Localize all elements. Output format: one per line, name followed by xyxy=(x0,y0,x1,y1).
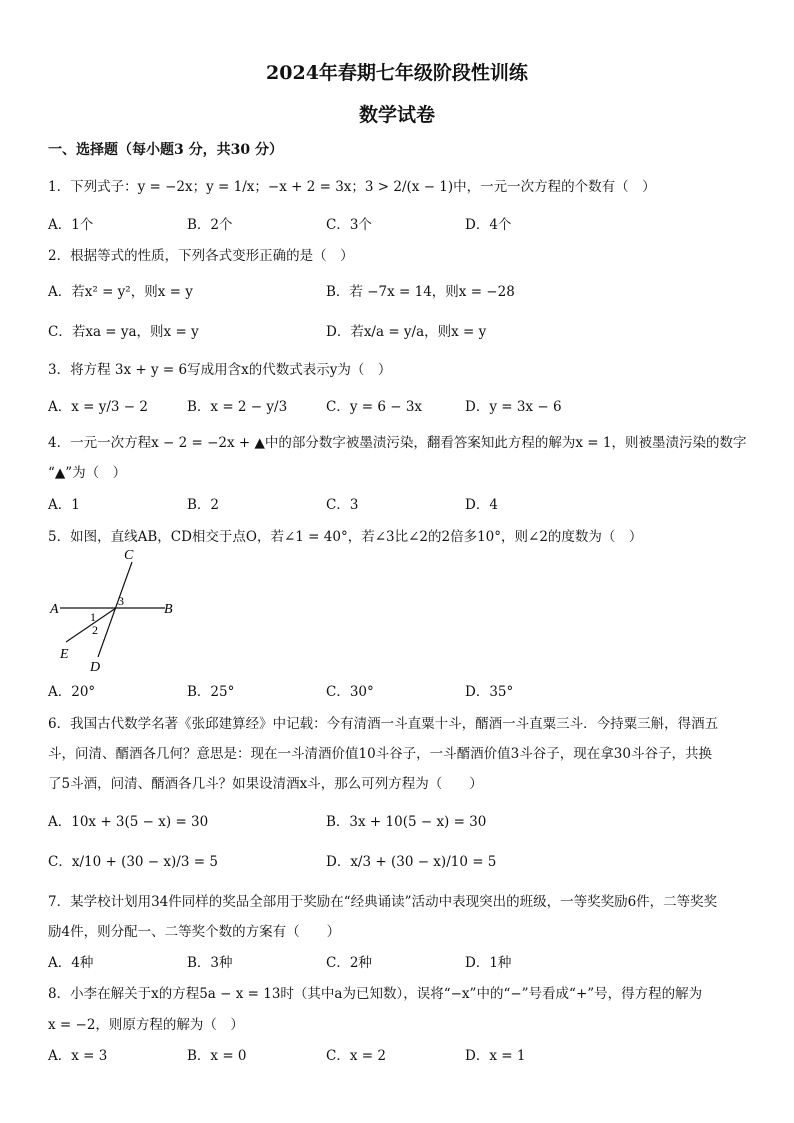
q5-option-b[interactable]: B．25° xyxy=(187,684,235,700)
q8-option-c[interactable]: C．x = 2 xyxy=(326,1048,386,1064)
q1-option-a[interactable]: A．1个 xyxy=(48,217,94,233)
question-2-stem: 2．根据等式的性质，下列各式变形正确的是（ ） xyxy=(48,248,354,264)
question-7-stem-line2: 励4件，则分配一、二等奖个数的方案有（ ） xyxy=(48,924,341,940)
q3-option-c[interactable]: C．y = 6 − 3x xyxy=(326,399,423,415)
q5-option-c[interactable]: C．30° xyxy=(326,684,374,700)
question-4-stem-line2: “▲”为（ ） xyxy=(48,465,127,481)
q7-option-b[interactable]: B．3种 xyxy=(187,955,233,971)
label-e: E xyxy=(60,647,69,662)
q3-option-d[interactable]: D．y = 3x − 6 xyxy=(465,399,562,415)
q4-option-a[interactable]: A．1 xyxy=(48,497,80,513)
q6-option-d[interactable]: D．x/3 + (30 − x)/10 = 5 xyxy=(326,854,497,870)
q7-option-d[interactable]: D．1种 xyxy=(465,955,512,971)
q6-option-a[interactable]: A．10x + 3(5 − x) = 30 xyxy=(48,814,209,830)
question-8-stem-line1: 8．小李在解关于x的方程5a − x = 13时（其中a为已知数），误将“−x”中的“−”号看成“+”号，得方程的解为 xyxy=(48,986,703,1002)
question-7-stem-line1: 7．某学校计划用34件同样的奖品全部用于奖励在“经典诵读”活动中表现突出的班级，一等奖奖励6件，二等奖奖 xyxy=(48,894,718,910)
q5-option-d[interactable]: D．35° xyxy=(465,684,514,700)
question-6-stem-line3: 了5斗酒，问清、醑酒各几斗？如果设清酒x斗，那么可列方程为（ ） xyxy=(48,776,483,792)
q8-option-b[interactable]: B．x = 0 xyxy=(187,1048,247,1064)
question-8-stem-line2: x = −2，则原方程的解为（ ） xyxy=(48,1017,244,1033)
question-5-stem: 5．如图，直线AB，CD相交于点O，若∠1 = 40°，若∠3比∠2的2倍多10°，则∠2的度数为（ ） xyxy=(48,529,643,545)
q3-option-b[interactable]: B．x = 2 − y/3 xyxy=(187,399,288,415)
q2-option-c[interactable]: C．若xa = ya，则x = y xyxy=(48,324,199,340)
question-4-stem-line1: 4．一元一次方程x − 2 = −2x + ▲中的部分数字被墨渍污染，翻看答案知此方程的解为x = 1，则被墨渍污染的数字 xyxy=(48,435,747,451)
angle-figure xyxy=(40,545,200,675)
page-subtitle: 数学试卷 xyxy=(358,104,435,126)
label-angle-1: 1 xyxy=(90,610,96,624)
q4-option-b[interactable]: B．2 xyxy=(187,497,220,513)
q7-option-a[interactable]: A．4种 xyxy=(48,955,94,971)
q1-option-b[interactable]: B．2个 xyxy=(187,217,233,233)
q8-option-a[interactable]: A．x = 3 xyxy=(48,1048,108,1064)
q3-option-a[interactable]: A．x = y/3 − 2 xyxy=(48,399,149,415)
q1-option-c[interactable]: C．3个 xyxy=(326,217,372,233)
q2-option-d[interactable]: D．若x/a = y/a，则x = y xyxy=(326,324,487,340)
label-angle-2: 2 xyxy=(92,623,98,637)
label-angle-3: 3 xyxy=(118,594,124,608)
question-6-stem-line2: 斗，问清、醑酒各几何？意思是：现在一斗清酒价值10斗谷子，一斗醑酒价值3斗谷子，现在拿30斗谷子，共换 xyxy=(48,746,712,762)
q1-option-d[interactable]: D．4个 xyxy=(465,217,512,233)
q2-option-a[interactable]: A．若x² = y²，则x = y xyxy=(48,284,193,300)
label-a: A xyxy=(50,602,59,617)
q4-option-d[interactable]: D．4 xyxy=(465,497,498,513)
q2-option-b[interactable]: B．若 −7x = 14，则x = −28 xyxy=(326,284,515,300)
question-1-stem: 1．下列式子：y = −2x；y = 1/x；−x + 2 = 3x；3 > 2/(x − 1)中，一元一次方程的个数有（ ） xyxy=(48,179,656,195)
q6-option-b[interactable]: B．3x + 10(5 − x) = 30 xyxy=(326,814,487,830)
section-heading: 一、选择题（每小题3 分，共30 分） xyxy=(48,142,283,158)
label-d: D xyxy=(90,660,101,675)
q6-option-c[interactable]: C．x/10 + (30 − x)/3 = 5 xyxy=(48,854,218,870)
q4-option-c[interactable]: C．3 xyxy=(326,497,359,513)
label-c: C xyxy=(124,548,134,563)
q7-option-c[interactable]: C．2种 xyxy=(326,955,372,971)
q5-option-a[interactable]: A．20° xyxy=(48,684,96,700)
question-6-stem-line1: 6．我国古代数学名著《张邱建算经》中记载：今有清酒一斗直粟十斗，醑酒一斗直粟三斗．今持粟三斛，得酒五 xyxy=(48,716,719,732)
label-b: B xyxy=(164,602,173,617)
page-title: 2024年春期七年级阶段性训练 xyxy=(266,62,528,84)
question-3-stem: 3．将方程 3x + y = 6写成用含x的代数式表示y为（ ） xyxy=(48,362,392,378)
line-cd xyxy=(98,562,132,657)
q8-option-d[interactable]: D．x = 1 xyxy=(465,1048,526,1064)
